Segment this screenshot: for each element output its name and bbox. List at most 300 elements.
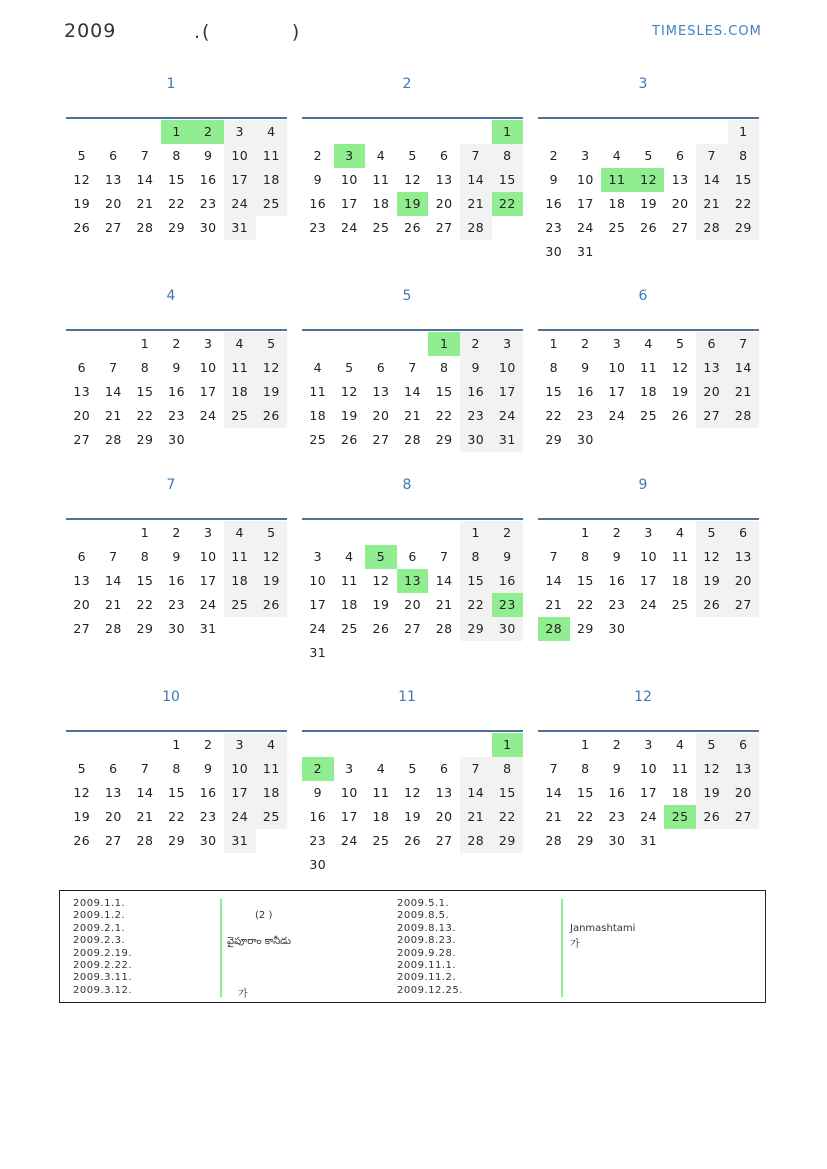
day-cell: 7 [140,761,150,776]
day-cell: 11 [601,168,633,192]
empty-cell [98,332,130,356]
day-cell: 1 [492,733,524,757]
header-paren: .( ) [194,21,302,43]
notes-left-dates [73,898,132,997]
month-rule [66,329,287,331]
empty-cell [98,120,130,144]
day-cell: 19 [696,569,728,593]
day-cell: 19 [404,809,422,824]
day-cell: 12 [372,573,390,588]
day-cell: 27 [696,404,728,428]
month-rule [538,329,759,331]
day-cell: 12 [256,545,288,569]
note-name: 가 [238,988,248,1000]
day-cell: 15 [545,384,563,399]
day-cell: 11 [372,172,390,187]
day-cell: 15 [136,573,154,588]
day-cell: 30 [460,428,492,452]
day-cell: 8 [140,360,150,375]
day-cell: 7 [696,144,728,168]
day-cell: 24 [199,597,217,612]
empty-cell [696,120,728,144]
day-cell: 11 [640,360,658,375]
note-name: Janmashtami [570,922,636,934]
day-cell: 6 [77,360,87,375]
day-cell: 16 [309,809,327,824]
day-cell: 23 [608,597,626,612]
day-cell: 4 [612,148,622,163]
day-cell: 12 [671,360,689,375]
day-cell: 28 [460,829,492,853]
day-cell: 7 [460,757,492,781]
note-date: 2009.12.25. [397,984,463,996]
day-cell: 21 [104,597,122,612]
day-cell: 28 [435,621,453,636]
day-cell: 6 [728,733,760,757]
day-cell: 26 [340,432,358,447]
day-cell: 1 [428,332,460,356]
month-12 [538,687,760,853]
day-cell: 6 [77,549,87,564]
day-cell: 14 [545,785,563,800]
day-cell: 23 [545,220,563,235]
empty-cell [98,733,130,757]
day-cell: 3 [612,336,622,351]
day-cell: 30 [309,857,327,872]
empty-cell [66,521,98,545]
site-link[interactable]: TIMESLES.COM [652,24,762,39]
day-cell: 23 [168,408,186,423]
day-cell: 10 [640,761,658,776]
month-grid [302,120,524,240]
day-cell: 23 [309,220,327,235]
month-rule [302,117,523,119]
day-cell: 3 [492,332,524,356]
day-cell: 8 [549,360,559,375]
day-cell: 25 [372,220,390,235]
day-cell: 13 [435,785,453,800]
note-date: 2009.11.2. [397,972,457,984]
day-cell: 27 [73,621,91,636]
month-title: 2 [402,76,412,92]
day-cell: 8 [439,360,449,375]
day-cell: 16 [608,785,626,800]
day-cell: 27 [404,621,422,636]
day-cell: 13 [73,573,91,588]
day-cell: 29 [576,621,594,636]
day-cell: 14 [728,356,760,380]
day-cell: 1 [581,737,590,752]
day-cell: 15 [435,384,453,399]
day-cell: 15 [576,785,594,800]
day-cell: 5 [365,545,397,569]
day-cell: 4 [376,761,386,776]
day-cell: 9 [460,356,492,380]
day-cell: 1 [140,525,150,540]
day-cell: 20 [104,196,122,211]
day-cell: 31 [199,621,217,636]
empty-cell [302,120,334,144]
day-cell: 3 [345,761,354,776]
empty-cell [302,733,334,757]
day-cell: 9 [612,549,622,564]
day-cell: 20 [435,809,453,824]
day-cell: 29 [136,432,154,447]
day-cell: 24 [199,408,217,423]
day-cell: 25 [640,408,658,423]
day-cell: 7 [549,549,559,564]
day-cell: 25 [671,597,689,612]
month-grid [66,733,288,853]
day-cell: 26 [696,593,728,617]
month-grid [66,332,288,452]
day-cell: 10 [340,172,358,187]
day-cell: 16 [309,196,327,211]
day-cell: 10 [224,144,256,168]
day-cell: 15 [492,781,524,805]
month-grid [538,521,760,641]
empty-cell [633,120,665,144]
empty-cell [334,521,366,545]
day-cell: 8 [492,757,524,781]
day-cell: 17 [199,573,217,588]
day-cell: 13 [728,545,760,569]
day-cell: 17 [309,597,327,612]
day-cell: 21 [728,380,760,404]
day-cell: 31 [492,428,524,452]
day-cell: 20 [73,597,91,612]
day-cell: 26 [73,220,91,235]
day-cell: 18 [608,196,626,211]
day-cell: 27 [671,220,689,235]
day-cell: 2 [172,525,181,540]
day-cell: 18 [372,196,390,211]
month-grid [302,332,524,452]
day-cell: 4 [256,120,288,144]
note-date: 2009.8.23. [397,935,457,947]
day-cell: 27 [372,432,390,447]
day-cell: 9 [492,545,524,569]
day-cell: 26 [256,593,288,617]
day-cell: 13 [696,356,728,380]
day-cell: 22 [168,809,186,824]
month-title: 1 [166,76,176,92]
month-3 [538,74,760,264]
day-cell: 2 [192,120,224,144]
day-cell: 18 [340,597,358,612]
day-cell: 1 [172,737,181,752]
day-cell: 27 [73,432,91,447]
empty-cell [397,733,429,757]
day-cell: 9 [203,148,213,163]
day-cell: 30 [545,244,563,259]
day-cell: 15 [728,168,760,192]
day-cell: 27 [728,593,760,617]
day-cell: 4 [675,737,685,752]
day-cell: 13 [728,757,760,781]
day-cell: 20 [696,380,728,404]
day-cell: 19 [640,196,658,211]
month-rule [538,730,759,732]
empty-cell [460,733,492,757]
day-cell: 4 [644,336,653,351]
empty-cell [460,120,492,144]
day-cell: 29 [460,617,492,641]
empty-cell [365,521,397,545]
day-cell: 14 [404,384,422,399]
day-cell: 17 [224,781,256,805]
day-cell: 9 [172,549,181,564]
day-cell: 30 [608,621,626,636]
empty-cell [129,733,161,757]
day-cell: 7 [549,761,559,776]
day-cell: 6 [696,332,728,356]
day-cell: 30 [168,432,186,447]
day-cell: 29 [136,621,154,636]
day-cell: 10 [640,549,658,564]
day-cell: 5 [345,360,354,375]
day-cell: 15 [168,785,186,800]
day-cell: 29 [576,833,594,848]
empty-cell [428,521,460,545]
day-cell: 20 [404,597,422,612]
note-name: 가 [570,939,580,951]
empty-cell [365,120,397,144]
empty-cell [365,332,397,356]
day-cell: 29 [435,432,453,447]
day-cell: 21 [460,805,492,829]
empty-cell [570,120,602,144]
day-cell: 25 [256,192,288,216]
month-6 [538,286,760,452]
day-cell: 13 [73,384,91,399]
note-date: 2009.3.11. [73,972,133,984]
day-cell: 18 [224,569,256,593]
day-cell: 28 [538,617,570,641]
day-cell: 26 [640,220,658,235]
day-cell: 7 [408,360,417,375]
day-cell: 13 [104,785,122,800]
day-cell: 7 [460,144,492,168]
day-cell: 4 [224,332,256,356]
day-cell: 9 [313,172,323,187]
day-cell: 13 [104,172,122,187]
day-cell: 17 [340,809,358,824]
day-cell: 22 [576,809,594,824]
day-cell: 26 [372,621,390,636]
day-cell: 28 [460,216,492,240]
day-cell: 7 [140,148,150,163]
day-cell: 14 [104,384,122,399]
day-cell: 11 [224,545,256,569]
day-cell: 9 [172,360,181,375]
day-cell: 12 [696,545,728,569]
day-cell: 5 [408,148,417,163]
note-date: 2009.9.28. [397,947,457,959]
month-title: 4 [166,288,176,304]
day-cell: 27 [104,833,122,848]
day-cell: 8 [581,549,590,564]
day-cell: 1 [140,336,150,351]
day-cell: 17 [492,380,524,404]
day-cell: 2 [549,148,559,163]
day-cell: 14 [696,168,728,192]
day-cell: 25 [256,805,288,829]
month-rule [66,117,287,119]
day-cell: 4 [313,360,323,375]
day-cell: 23 [492,593,524,617]
note-name: (2 ) [255,910,273,922]
month-title: 7 [166,477,176,493]
day-cell: 6 [675,148,685,163]
day-cell: 1 [581,525,590,540]
day-cell: 21 [136,809,154,824]
empty-cell [538,120,570,144]
day-cell: 19 [397,192,429,216]
day-cell: 28 [104,432,122,447]
day-cell: 11 [671,761,689,776]
day-cell: 15 [576,573,594,588]
empty-cell [129,120,161,144]
day-cell: 2 [581,336,590,351]
day-cell: 7 [728,332,760,356]
day-cell: 12 [404,172,422,187]
day-cell: 24 [576,220,594,235]
day-cell: 6 [376,360,386,375]
day-cell: 7 [109,360,118,375]
day-cell: 3 [644,525,653,540]
day-cell: 1 [460,521,492,545]
day-cell: 8 [728,144,760,168]
day-cell: 15 [168,172,186,187]
day-cell: 4 [224,521,256,545]
day-cell: 10 [199,549,217,564]
day-cell: 16 [168,573,186,588]
day-cell: 12 [73,172,91,187]
day-cell: 18 [671,573,689,588]
day-cell: 2 [172,336,181,351]
day-cell: 11 [224,356,256,380]
day-cell: 11 [309,384,327,399]
day-cell: 26 [256,404,288,428]
day-cell: 20 [104,809,122,824]
day-cell: 3 [203,525,213,540]
day-cell: 5 [696,733,728,757]
note-date: 2009.2.1. [73,922,126,934]
day-cell: 23 [460,404,492,428]
day-cell: 24 [492,404,524,428]
empty-cell [397,120,429,144]
month-grid [302,521,524,665]
month-title: 12 [634,689,652,705]
day-cell: 20 [728,569,760,593]
empty-cell [334,120,366,144]
day-cell: 13 [435,172,453,187]
empty-cell [428,120,460,144]
day-cell: 5 [77,761,87,776]
day-cell: 26 [404,833,422,848]
day-cell: 2 [203,737,213,752]
day-cell: 18 [372,809,390,824]
day-cell: 17 [340,196,358,211]
day-cell: 11 [372,785,390,800]
day-cell: 12 [256,356,288,380]
day-cell: 5 [408,761,417,776]
day-cell: 9 [313,785,323,800]
empty-cell [98,521,130,545]
day-cell: 14 [460,781,492,805]
day-cell: 2 [612,737,622,752]
day-cell: 10 [340,785,358,800]
day-cell: 29 [168,220,186,235]
day-cell: 8 [460,545,492,569]
day-cell: 31 [224,216,256,240]
day-cell: 30 [199,833,217,848]
day-cell: 24 [640,597,658,612]
day-cell: 21 [435,597,453,612]
note-date: 2009.2.22. [73,959,133,971]
day-cell: 20 [671,196,689,211]
note-date: 2009.2.3. [73,935,126,947]
notes-right-bar [561,899,563,997]
day-cell: 20 [73,408,91,423]
day-cell: 26 [696,805,728,829]
day-cell: 31 [576,244,594,259]
month-8 [302,475,524,665]
day-cell: 15 [492,168,524,192]
day-cell: 16 [576,384,594,399]
day-cell: 16 [199,172,217,187]
day-cell: 13 [397,569,429,593]
day-cell: 21 [545,809,563,824]
day-cell: 6 [408,549,417,564]
day-cell: 5 [675,336,685,351]
day-cell: 8 [172,148,181,163]
day-cell: 14 [136,785,154,800]
empty-cell [538,733,570,757]
day-cell: 5 [77,148,87,163]
day-cell: 1 [728,120,760,144]
day-cell: 12 [340,384,358,399]
day-cell: 30 [199,220,217,235]
day-cell: 6 [439,148,449,163]
day-cell: 28 [696,216,728,240]
day-cell: 8 [492,144,524,168]
day-cell: 18 [256,781,288,805]
day-cell: 16 [492,569,524,593]
empty-cell [66,120,98,144]
day-cell: 6 [109,761,118,776]
month-10 [66,687,288,853]
day-cell: 31 [309,645,327,660]
note-date: 2009.8.5. [397,910,450,922]
month-title: 3 [638,76,648,92]
day-cell: 6 [439,761,449,776]
day-cell: 11 [256,757,288,781]
day-cell: 20 [372,408,390,423]
day-cell: 18 [640,384,658,399]
month-5 [302,286,524,452]
day-cell: 24 [640,809,658,824]
day-cell: 3 [334,144,366,168]
day-cell: 6 [109,148,118,163]
month-grid [302,733,524,877]
day-cell: 19 [340,408,358,423]
month-title: 9 [638,477,648,493]
day-cell: 25 [224,404,256,428]
day-cell: 9 [549,172,559,187]
day-cell: 5 [644,148,653,163]
